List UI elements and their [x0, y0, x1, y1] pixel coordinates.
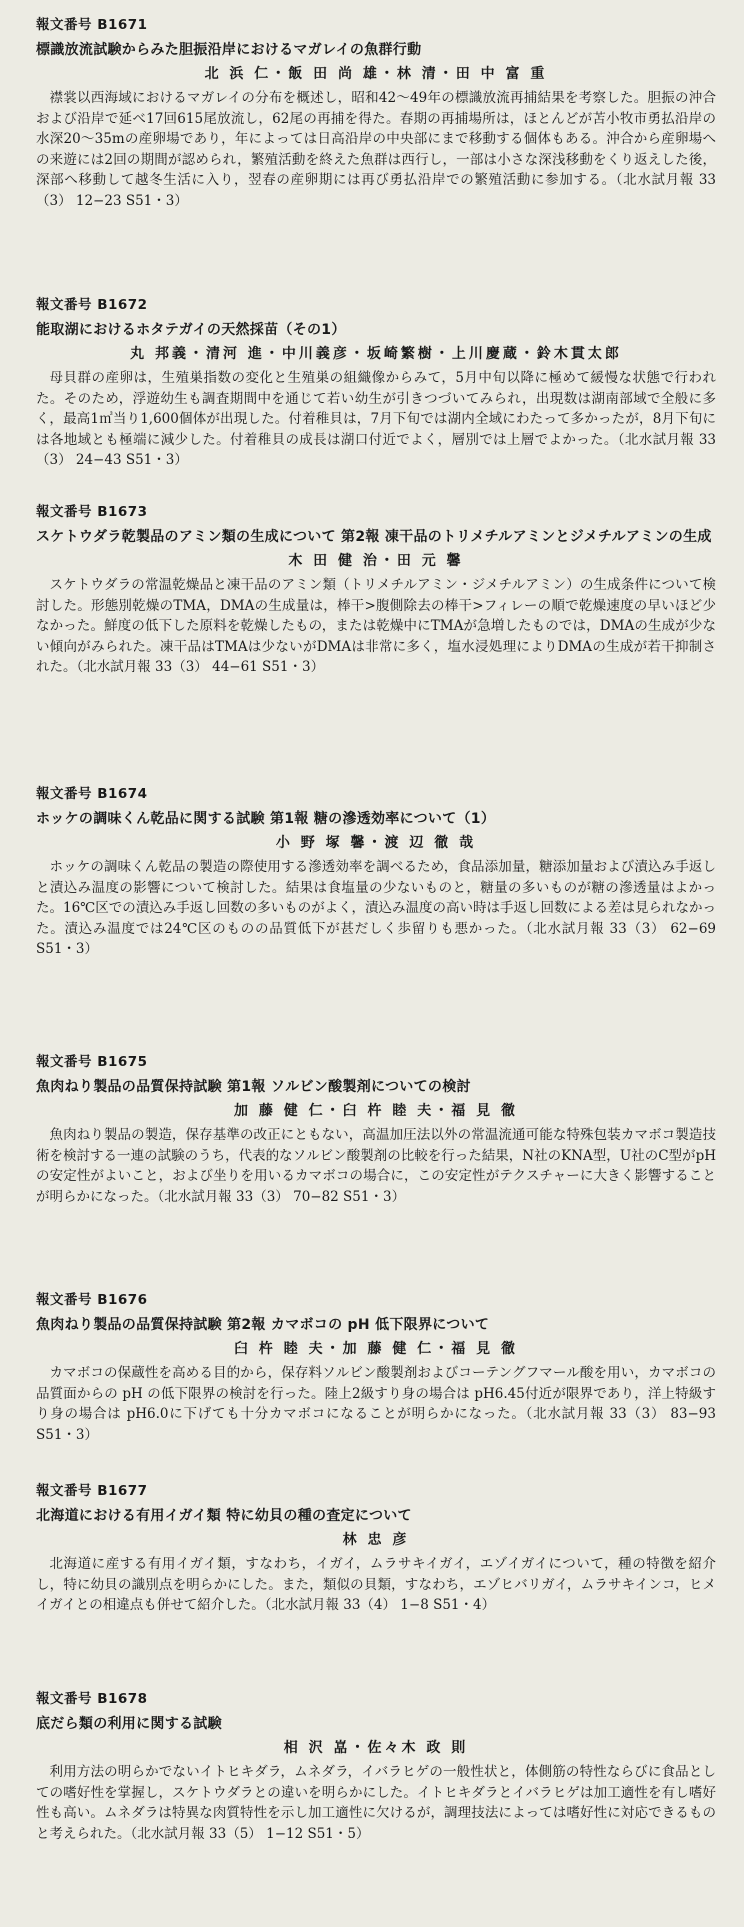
abstract-entry-b1673	[36, 503, 716, 678]
entry-title: 北海道における有用イガイ類 特に幼貝の種の査定について	[36, 1508, 412, 1524]
entry-title: 標識放流試験からみた胆振沿岸におけるマガレイの魚群行動	[36, 42, 422, 58]
entry-authors: 相 沢 嵓・佐々木 政 則	[283, 1740, 469, 1756]
abstract-entry-b1677	[36, 1482, 716, 1616]
abstract-entry-b1675	[36, 1053, 716, 1207]
entry-number: 報文番号 B1673	[36, 504, 148, 520]
entry-authors: 臼 杵 睦 夫・加 藤 健 仁・福 見 徹	[234, 1341, 518, 1357]
entry-authors: 木 田 健 治・田 元 馨	[288, 553, 464, 569]
abstract-entry-b1674	[36, 785, 716, 960]
entry-number: 報文番号 B1678	[36, 1691, 148, 1707]
entry-number: 報文番号 B1675	[36, 1054, 148, 1070]
entry-abstract: 魚肉ねり製品の製造，保存基準の改正にともない，高温加圧法以外の常温流通可能な特殊包装カマボコ製造技術を検討する一連の試験のうち，代表的なソルビン酸製剤の比較を行った結果，N社のKNA型，U社のC型がpHの安定性がよいこと，および坐りを用いるカマボコの場合に，この安定性がテクスチャーに大きく影響することが明らかになった。（北水試月報 33（3） 70−82 S51・3）	[36, 1127, 716, 1205]
entry-title: 能取湖におけるホタテガイの天然採苗（その1）	[36, 322, 346, 338]
entry-authors: 林 忠 彦	[342, 1532, 410, 1548]
entry-abstract: 利用方法の明らかでないイトヒキダラ，ムネダラ，イバラヒゲの一般性状と，体側筋の特性ならびに食品としての嗜好性を掌握し，スケトウダラとの違いを明らかにした。イトヒキダラとイバラヒゲは加工適性を有し嗜好性も高い。ムネダラは特異な肉質特性を示し加工適性に欠けるが，調理技法によっては嗜好性に対応できるものと考えられた。（北水試月報 33（5） 1−12 S51・5）	[36, 1764, 716, 1842]
entry-authors: 北 浜 仁・飯 田 尚 雄・林 清・田 中 富 重	[204, 66, 548, 82]
entry-abstract: スケトウダラの常温乾燥品と凍干品のアミン類（トリメチルアミン・ジメチルアミン）の生成条件について検討した。形態別乾燥のTMA，DMAの生成量は，棒干>腹側除去の棒干>フィレーの順で乾燥速度の早いほど少なかった。鮮度の低下した原料を乾燥したもの，または乾燥中にTMAが急増したものでは，DMAの生成が少ない傾向がみられた。凍干品はTMAは少ないがDMAは非常に多く，塩水浸処理によりDMAの生成が若干抑制された。（北水試月報 33（3） 44−61 S51・3）	[36, 577, 716, 675]
entry-abstract: 北海道に産する有用イガイ類，すなわち，イガイ，ムラサキイガイ，エゾイガイについて，種の特徴を紹介し，特に幼貝の識別点を明らかにした。また，類似の貝類，すなわち，エゾヒバリガイ，ムラサキインコ，ヒメイガイとの相違点も併せて紹介した。（北水試月報 33（4） 1−8 S51・4）	[36, 1556, 716, 1613]
entry-number: 報文番号 B1672	[36, 297, 148, 313]
entry-abstract: 襟裳以西海域におけるマガレイの分布を概述し，昭和42〜49年の標識放流再捕結果を考察した。胆振の沖合および沿岸で延べ17回615尾放流し，62尾の再捕を得た。春期の再捕場所は，ほとんどが苫小牧市勇払沿岸の水深20〜35mの産卵場であり，年によっては日高沿岸の中央部にまで移動する個体もある。沖合から産卵場への来遊には2回の期間が認められ，繁殖活動を終えた魚群は西行し，一部は小さな深浅移動をくり返えした後，深部へ移動して越冬生活に入り，翌春の産卵期には再び勇払沿岸での繁殖活動に参加する。（北水試月報 33（3） 12−23 S51・3）	[36, 90, 716, 209]
entry-number: 報文番号 B1677	[36, 1483, 148, 1499]
entry-title: スケトウダラ乾製品のアミン類の生成について 第2報 凍干品のトリメチルアミンとジメチルアミンの生成	[36, 529, 712, 545]
entry-title: 魚肉ねり製品の品質保持試験 第2報 カマボコの pH 低下限界について	[36, 1317, 490, 1333]
entry-title: 魚肉ねり製品の品質保持試験 第1報 ソルビン酸製剤についての検討	[36, 1079, 471, 1095]
entry-number: 報文番号 B1676	[36, 1292, 148, 1308]
abstract-entry-b1676	[36, 1291, 716, 1445]
entry-title: 底だら類の利用に関する試験	[36, 1716, 222, 1732]
entry-abstract: カマボコの保蔵性を高める目的から，保存料ソルビン酸製剤およびコーテングフマール酸を用い，カマボコの品質面からの pH の低下限界の検討を行った。陸上2級すり身の場合は pH6.45付近が限界であり，洋上特級すり身の場合は pH6.0に下げても十分カマボコになることが明らかになった。（北水試月報 33（3） 83−93 S51・3）	[36, 1365, 716, 1443]
entry-number: 報文番号 B1671	[36, 17, 148, 33]
abstract-entry-b1671	[36, 16, 716, 211]
entry-number: 報文番号 B1674	[36, 786, 148, 802]
abstract-entry-b1672	[36, 296, 716, 471]
abstract-entry-b1678	[36, 1690, 716, 1844]
entry-abstract: ホッケの調味くん乾品の製造の際使用する滲透効率を調べるため，食品添加量，糖添加量および漬込み手返しと漬込み温度の影響について検討した。結果は食塩量の少ないものと，糖量の多いものが糖の滲透量はよかった。16℃区での漬込み手返し回数の多いものがよく，漬込み温度の高い時は手返し回数による差は見られなかった。漬込み温度では24℃区のものの品質低下が甚だしく歩留りも悪かった。（北水試月報 33（3） 62−69 S51・3）	[36, 859, 717, 957]
entry-authors: 小 野 塚 馨・渡 辺 徹 哉	[275, 835, 477, 851]
entry-authors: 丸 邦義・清河 進・中川義彦・坂崎繁樹・上川慶蔵・鈴木貫太郎	[130, 346, 622, 362]
entry-abstract: 母貝群の産卵は，生殖巣指数の変化と生殖巣の組織像からみて，5月中旬以降に極めて緩慢な状態で行われた。そのため，浮遊幼生も調査期間中を通じて若い幼生が引きつづいてみられ，出現数は湖南部域で全般に多く，最高1㎥当り1,600個体が出現した。付着稚貝は，7月下旬では湖内全域にわたって多かったが，8月下旬には各地域とも極端に減少した。付着稚貝の成長は湖口付近でよく，層別では上層でよかった。（北水試月報 33（3） 24−43 S51・3）	[36, 370, 716, 468]
entry-authors: 加 藤 健 仁・臼 杵 睦 夫・福 見 徹	[234, 1103, 518, 1119]
entry-title: ホッケの調味くん乾品に関する試験 第1報 糖の滲透効率について（1）	[36, 811, 496, 827]
